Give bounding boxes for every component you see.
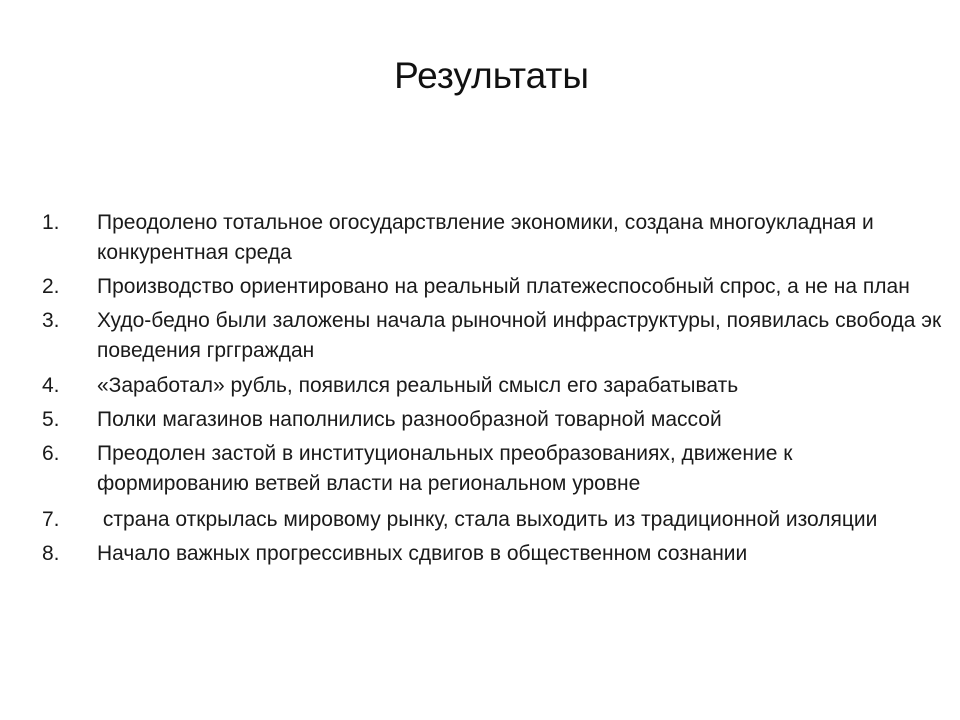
results-list: [42, 208, 948, 569]
list-item-number: 5.: [42, 408, 60, 431]
list-item-number: 1.: [42, 211, 60, 234]
list-item: [42, 505, 948, 535]
list-item-text: Начало важных прогрессивных сдвигов в общественном сознании: [97, 542, 748, 565]
list-item-text: страна открылась мировому рынку, стала выходить из традиционной изоляции: [97, 508, 878, 531]
list-item: [42, 539, 948, 569]
list-item-number: 2.: [42, 275, 60, 298]
list-item-number: 6.: [42, 442, 60, 465]
slide-title: Результаты: [394, 55, 589, 96]
list-item: [42, 208, 948, 268]
list-item: [42, 272, 948, 302]
list-item-text: Производство ориентировано на реальный платежеспособный спрос, а не на план: [97, 275, 910, 298]
list-item-number: 4.: [42, 374, 60, 397]
list-item-text: Преодолен застой в институциональных преобразованиях, движение к формированию ветвей власти на региональном уровне: [97, 442, 799, 495]
list-item-text: «Заработал» рубль, появился реальный смысл его зарабатывать: [97, 374, 739, 397]
list-item: [42, 439, 948, 499]
list-item-text: Полки магазинов наполнились разнообразной товарной массой: [97, 408, 722, 431]
list-item-text: Преодолено тотальное огосударствление экономики, создана многоукладная и конкурентная среда: [97, 211, 880, 264]
list-item: [42, 306, 948, 366]
list-item: [42, 371, 948, 401]
list-item-number: 7.: [42, 508, 60, 531]
list-item: [42, 405, 948, 435]
list-item-text: Худо-бедно были заложены начала рыночной инфраструктуры, появилась свобода эк поведения гргграждан: [97, 309, 948, 362]
list-item-number: 8.: [42, 542, 60, 565]
list-item-number: 3.: [42, 309, 60, 332]
